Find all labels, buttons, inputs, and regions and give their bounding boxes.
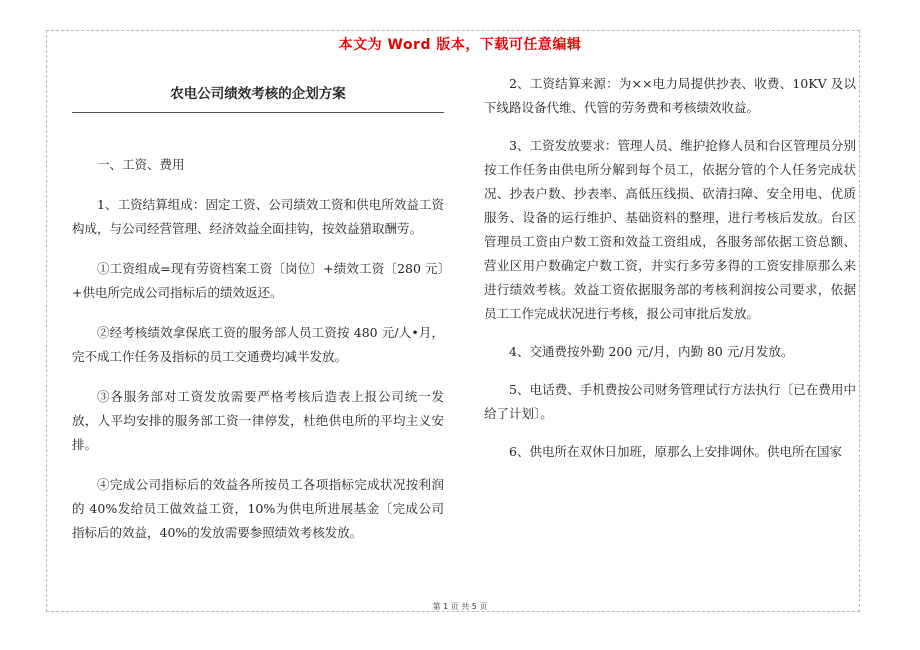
paragraph: 5、电话费、手机费按公司财务管理试行方法执行〔已在费用中给了计划〕。 [484, 382, 856, 421]
paragraph: ①工资组成=现有劳资档案工资〔岗位〕+绩效工资〔280 元〕+供电所完成公司指标后的绩效返还。 [72, 261, 444, 300]
paragraph: 1、工资结算组成：固定工资、公司绩效工资和供电所效益工资构成，与公司经营管理、经济效益全面挂钩，按效益猎取酬劳。 [72, 197, 444, 236]
right-column [484, 72, 856, 464]
page-number: 第 1 页 共 5 页 [432, 602, 488, 611]
paragraph: ③各服务部对工资发放需要严格考核后造表上报公司统一发放，人平均安排的服务部工资一律停发，杜绝供电所的平均主义安排。 [72, 389, 444, 452]
paragraph: 3、工资发放要求：管理人员、维护抢修人员和台区管理员分别按工作任务由供电所分解到每个员工，依据分管的个人任务完成状况、抄表户数、抄表率、高低压线损、砍清扫障、安全用电、优质服务、设备的运行维护、基础资料的整理，进行考核后发放。台区管理员工资由户数工资和效益工资组成，各服务部依据工资总额、营业区用户数确定户数工资，并实行多劳多得的工资安排原那么来进行绩效考核。效益工资依据服务部的考核利润按公司要求，依据员工工作完成状况进行考核，报公司审批后发放。 [484, 138, 856, 321]
document-title: 农电公司绩效考核的企划方案 [72, 82, 444, 113]
paragraph: 4、交通费按外勤 200 元/月，内勤 80 元/月发放。 [509, 344, 794, 359]
left-column [72, 72, 444, 545]
paragraph: ④完成公司指标后的效益各所按员工各项指标完成状况按利润的 40%发给员工做效益工资，10%为供电所进展基金〔完成公司指标后的效益，40%的发放需要参照绩效考核发放。 [72, 477, 444, 540]
paragraph: ②经考核绩效拿保底工资的服务部人员工资按 480 元/人•月，完不成工作任务及指标的员工交通费均减半发放。 [72, 325, 444, 364]
paragraph: 2、工资结算来源：为××电力局提供抄表、收费、10KV 及以下线路设备代维、代管的劳务费和考核绩效收益。 [484, 76, 856, 115]
edit-banner[interactable]: 本文为 Word 版本，下载可任意编辑 [338, 37, 582, 53]
paragraph: 6、供电所在双休日加班，原那么上安排调休。供电所在国家 [509, 444, 842, 459]
paragraph: 一、工资、费用 [97, 157, 185, 172]
